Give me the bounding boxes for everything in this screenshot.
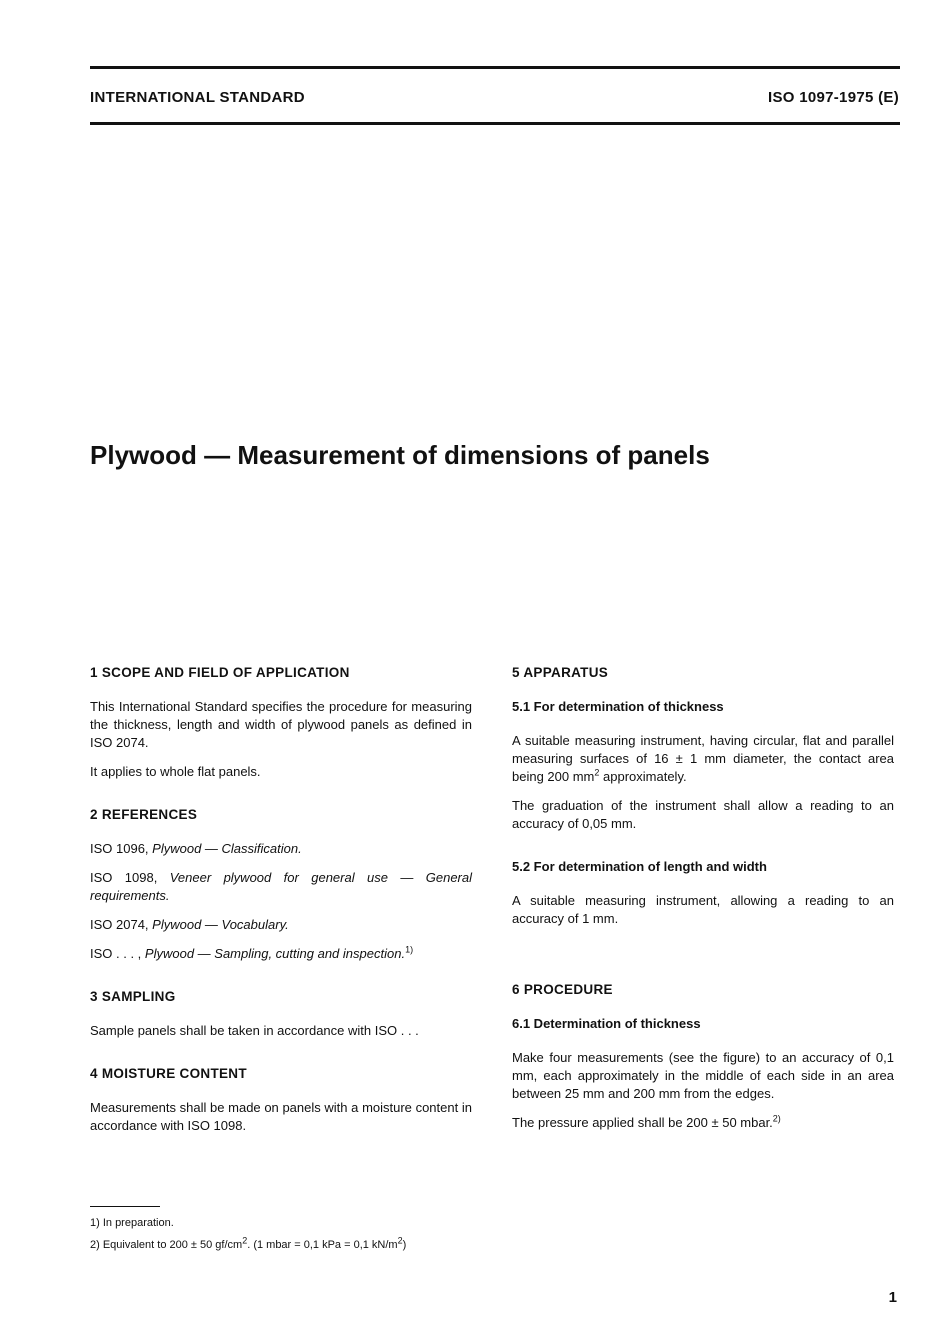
text-run: ) xyxy=(402,1239,407,1251)
reference-iso-1096 xyxy=(90,840,472,858)
header-top-rule xyxy=(90,66,900,69)
header-document-number: ISO 1097-1975 (E) xyxy=(767,89,899,106)
footnote-rule xyxy=(90,1206,160,1207)
footnote-marker: 1) xyxy=(405,944,414,955)
reference-iso-1098 xyxy=(90,869,472,905)
reference-number: ISO 1096, xyxy=(90,841,153,856)
reference-iso-2074 xyxy=(90,916,472,934)
text-run: . (1 mbar = 0,1 kPa = 0,1 kN/m xyxy=(247,1239,398,1251)
footnote-1: 1) In preparation. xyxy=(90,1217,174,1229)
reference-title: Plywood — Classification. xyxy=(152,841,302,856)
footnotes xyxy=(90,1206,510,1259)
text-run: 2) Equivalent to 200 ± 50 gf/cm xyxy=(90,1239,243,1251)
reference-number: ISO 2074, xyxy=(90,917,153,932)
right-column xyxy=(512,664,894,1143)
section-4-paragraph: Measurements shall be made on panels with a moisture content in accordance with ISO 1098. xyxy=(90,1100,472,1133)
document-title: Plywood — Measurement of dimensions of panels xyxy=(90,440,710,470)
reference-title: Plywood — Vocabulary. xyxy=(152,917,289,932)
subsection-6-1-paragraph-2 xyxy=(512,1114,894,1132)
subsection-5-1-heading: 5.1 For determination of thickness xyxy=(512,699,724,714)
section-1-heading: 1 SCOPE AND FIELD OF APPLICATION xyxy=(90,665,350,680)
section-1-paragraph-2: It applies to whole flat panels. xyxy=(90,764,261,779)
left-column xyxy=(90,664,472,1146)
reference-iso-sampling xyxy=(90,945,472,963)
subsection-5-2-heading: 5.2 For determination of length and width xyxy=(512,859,767,874)
reference-number: ISO . . . , xyxy=(90,946,145,961)
subsection-6-1-paragraph-1: Make four measurements (see the figure) to an accuracy of 0,1 mm, each approximately in the middle of each side in an area between 25 mm and 200 mm from the edges. xyxy=(512,1050,894,1101)
section-1-paragraph-1: This International Standard specifies the procedure for measuring the thickness, length and width of plywood panels as defined in ISO 2074. xyxy=(90,699,472,750)
subsection-6-1-heading: 6.1 Determination of thickness xyxy=(512,1016,701,1031)
footnote-marker: 2) xyxy=(772,1113,781,1124)
section-2-heading: 2 REFERENCES xyxy=(90,807,198,822)
text-run: The pressure applied shall be 200 ± 50 mbar. xyxy=(512,1115,773,1130)
text-run: approximately. xyxy=(599,769,687,784)
text-run: A suitable measuring instrument, having circular, flat and parallel measuring surfaces of 16 ± 1 mm diameter, the contact area being 200 mm xyxy=(512,733,894,784)
subsection-5-2-paragraph: A suitable measuring instrument, allowing a reading to an accuracy of 1 mm. xyxy=(512,893,894,926)
subsection-5-1-paragraph-2: The graduation of the instrument shall allow a reading to an accuracy of 0,05 mm. xyxy=(512,798,894,831)
page-number: 1 xyxy=(888,1289,897,1306)
superscript: 2 xyxy=(594,767,600,778)
footnote-2 xyxy=(90,1237,510,1253)
superscript: 2 xyxy=(242,1235,248,1246)
section-3-heading: 3 SAMPLING xyxy=(90,989,176,1004)
section-3-paragraph: Sample panels shall be taken in accordance with ISO . . . xyxy=(90,1023,419,1038)
section-4-heading: 4 MOISTURE CONTENT xyxy=(90,1066,247,1081)
subsection-5-1-paragraph-1 xyxy=(512,732,894,786)
reference-title: Veneer plywood for general use — General requirements. xyxy=(90,870,472,903)
header-bottom-rule xyxy=(90,122,900,125)
reference-title: Plywood — Sampling, cutting and inspection. xyxy=(144,946,406,961)
section-5-heading: 5 APPARATUS xyxy=(512,665,609,680)
superscript: 2 xyxy=(397,1235,403,1246)
reference-number: ISO 1098, xyxy=(90,870,170,885)
section-6-heading: 6 PROCEDURE xyxy=(512,982,613,997)
header-standard-type: INTERNATIONAL STANDARD xyxy=(90,89,305,106)
